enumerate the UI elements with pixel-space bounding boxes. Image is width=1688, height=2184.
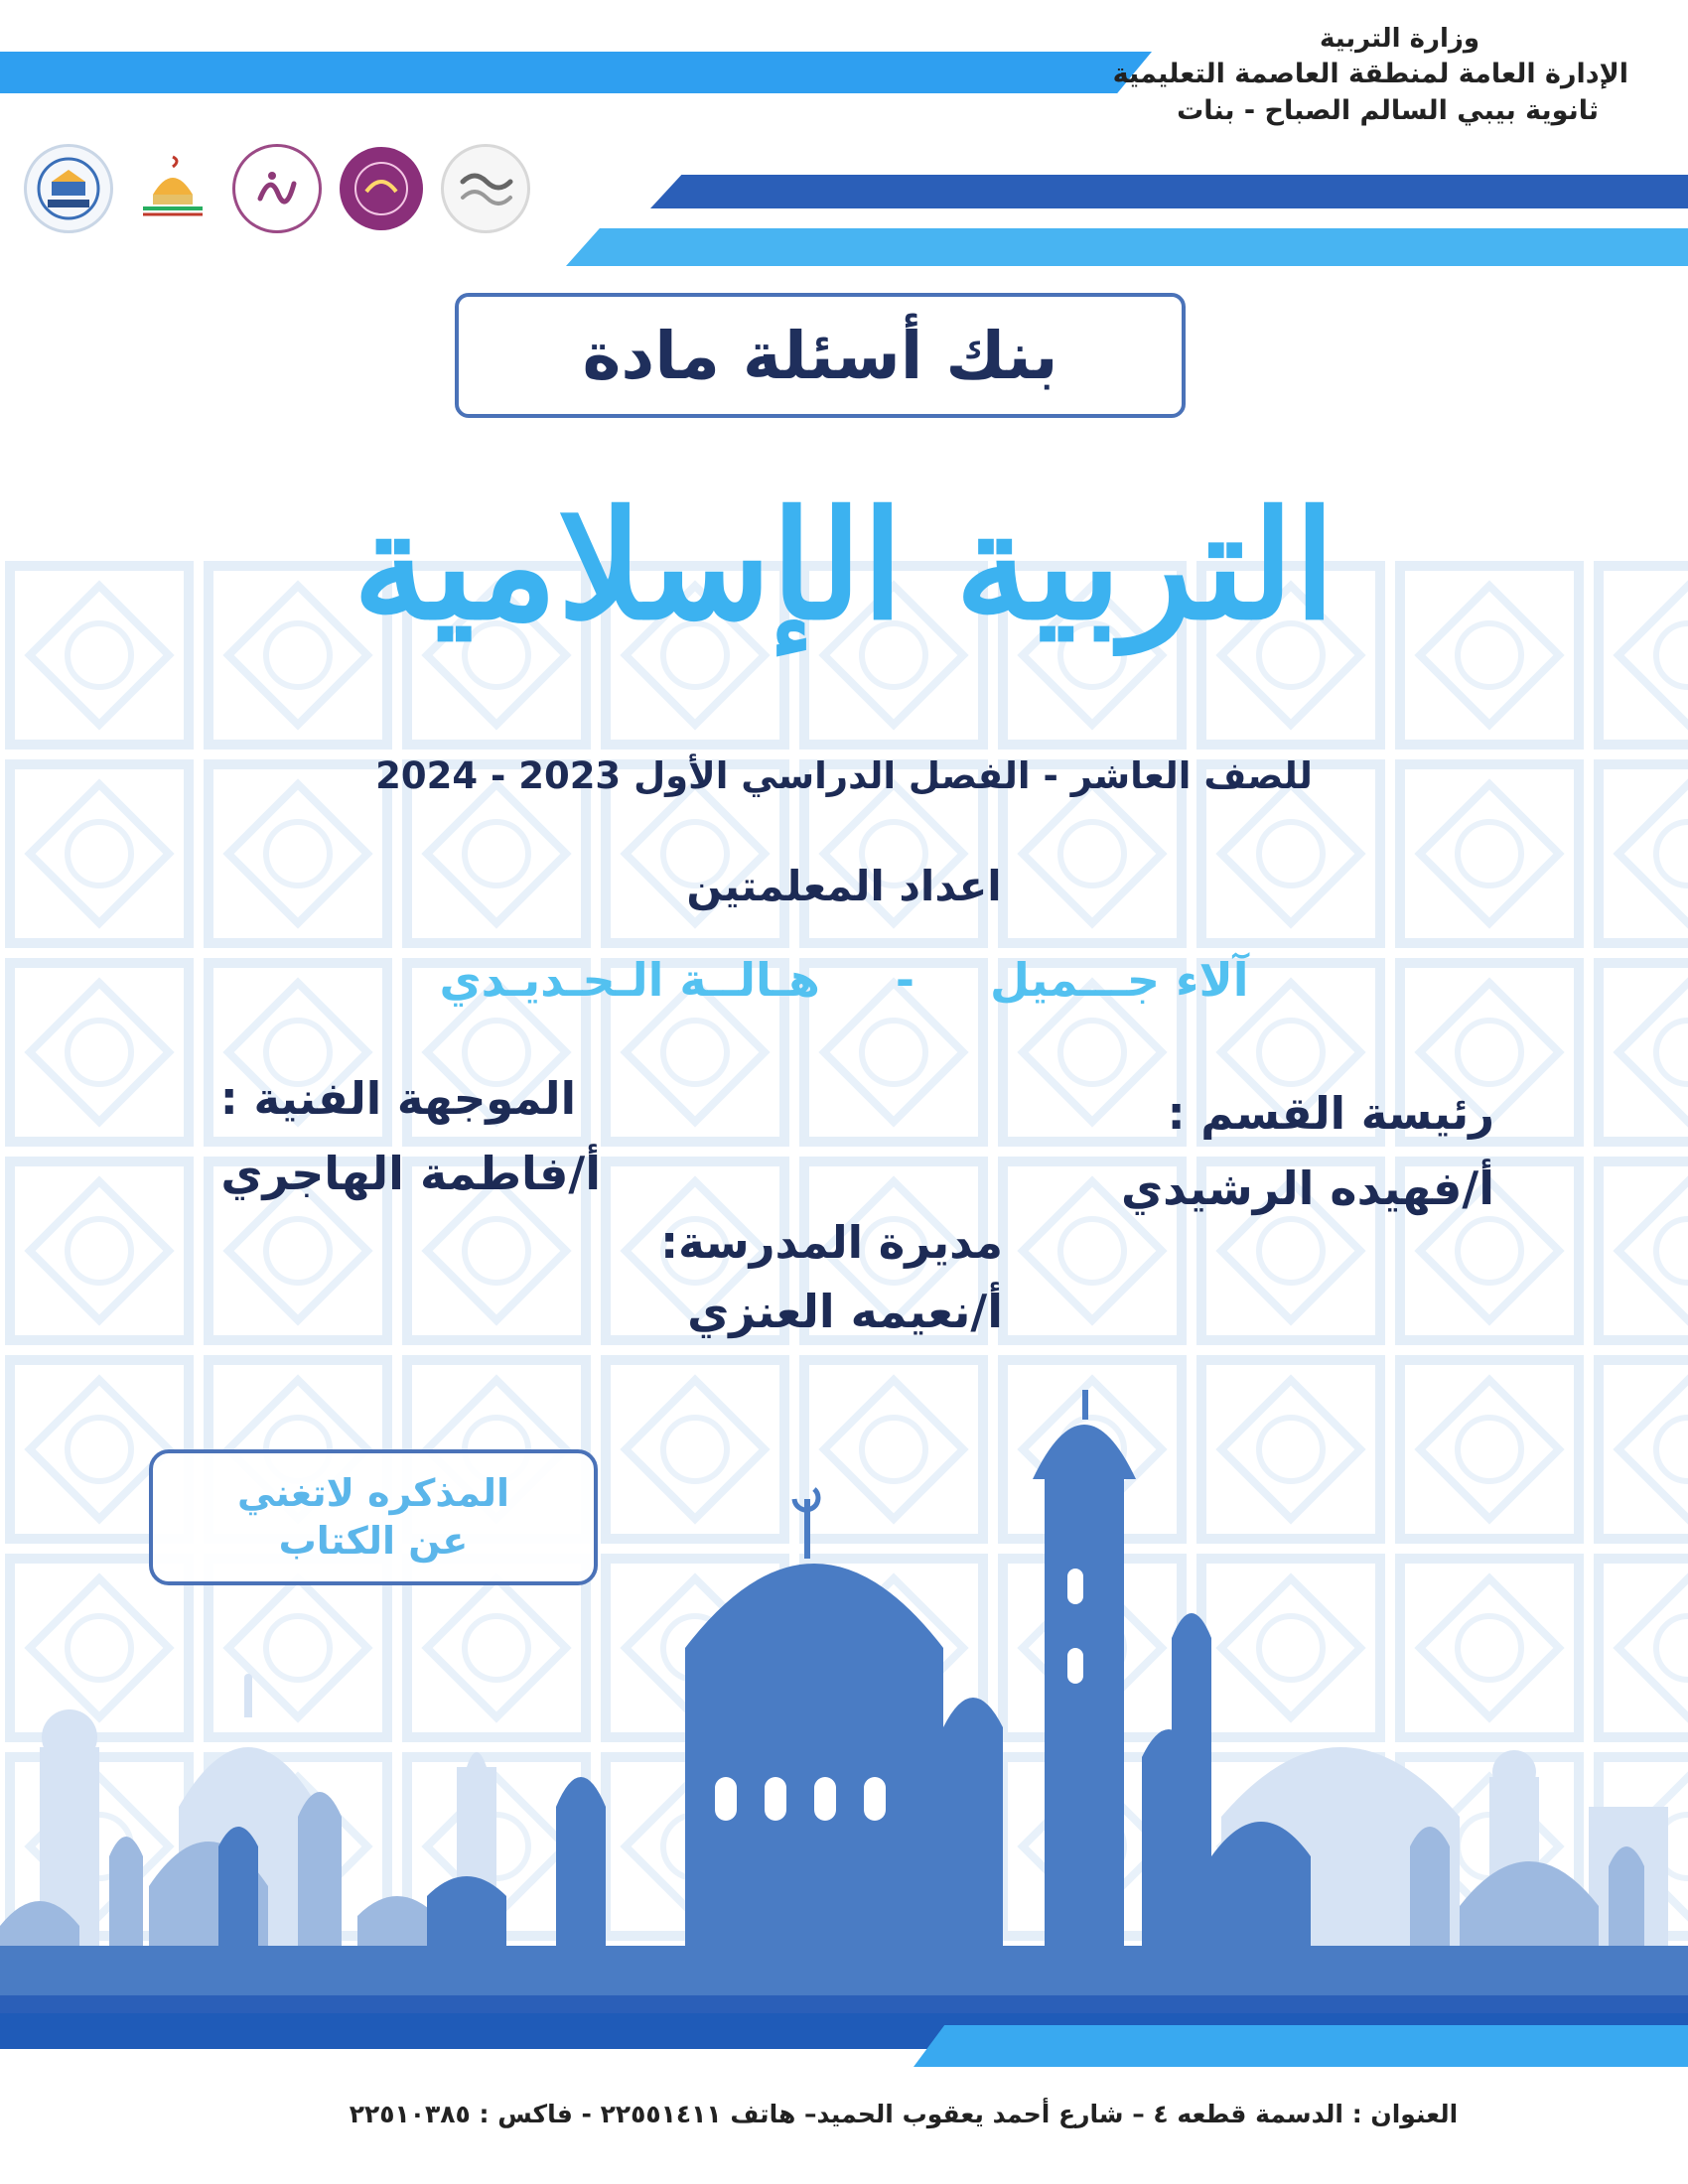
principal-name: أ/نعيمه العنزي	[687, 1285, 1003, 1338]
dept-head-name: أ/فهيده الرشيدي	[1121, 1161, 1494, 1215]
supervisor-title: الموجهة الفنية :	[219, 1072, 576, 1125]
dept-head-title: رئيسة القسم :	[1167, 1087, 1494, 1140]
header-block	[1113, 22, 1628, 129]
top-stripe-right-light	[566, 228, 1688, 266]
dept-head-block	[1121, 1087, 1494, 1215]
top-stripe-right-dark	[650, 175, 1688, 208]
subject-title	[298, 427, 1390, 705]
title-box	[455, 293, 1186, 418]
note-box	[149, 1449, 598, 1585]
supervisor-block	[220, 1072, 601, 1200]
note-line-2: عن الكتاب	[278, 1518, 469, 1563]
teachers-line	[0, 953, 1688, 1007]
directorate-name: الإدارة العامة لمنطقة العاصمة التعليمية	[1112, 59, 1628, 90]
subject-name: التربية الإسلامية	[352, 478, 1336, 653]
logos-row	[24, 144, 530, 233]
top-stripe-left	[0, 52, 1152, 93]
note-line-1: المذكره لاتغني	[236, 1471, 510, 1515]
purple-round-logo-icon	[340, 147, 423, 230]
teacher-1: آلاء جـــميل	[990, 953, 1249, 1007]
principal-title: مديرة المدرسة:	[660, 1216, 1003, 1269]
footer-address: العنوان : الدسمة قطعه ٤ – شارع أحمد يعقوب الحميد– هاتف ٢٢٥٥١٤١١ - فاكس : ٢٢٥١٠٣٨٥	[349, 2100, 1459, 2128]
bottom-stripe-light	[914, 2025, 1688, 2067]
teacher-separator: -	[895, 953, 914, 1007]
principal-block	[660, 1216, 1003, 1338]
supervisor-name: أ/فاطمة الهاجري	[220, 1147, 601, 1200]
ministry-name: وزارة التربية	[1319, 24, 1479, 54]
prepared-by-label: اعداد المعلمتين	[686, 862, 1002, 910]
mosque-emblem-icon	[131, 147, 214, 230]
page-title: بنك أسئلة مادة	[582, 317, 1058, 394]
school-logo-icon	[24, 144, 113, 233]
teacher-2: هـالــة الـحـديـدي	[439, 953, 820, 1007]
bidayatna-logo-icon	[441, 144, 530, 233]
school-name: ثانوية بيبي السالم الصباح - بنات	[1177, 94, 1599, 126]
purple-calligraphy-logo-icon	[232, 144, 322, 233]
grade-line: للصف العاشر - الفصل الدراسي الأول 2023 - 2024	[375, 754, 1313, 797]
